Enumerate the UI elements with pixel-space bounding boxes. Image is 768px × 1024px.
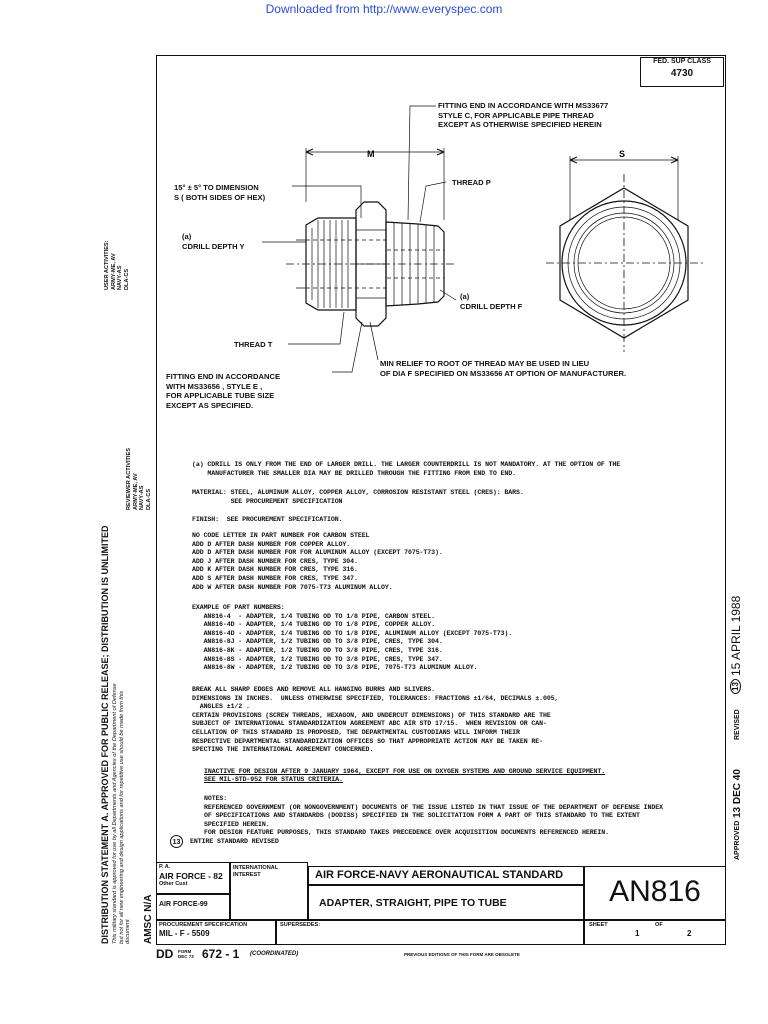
pa-value: AIR FORCE - 82	[159, 871, 223, 881]
side-view	[286, 148, 456, 326]
other-cust-value: AIR FORCE-99	[156, 894, 230, 920]
reviewer-activities: REVIEWER ACTIVITIES ARMY-ME, AV NAVY-AS DLA-CS	[126, 448, 152, 510]
distribution-statement: DISTRIBUTION STATEMENT A. APPROVED FOR PUBLIC RELEASE; DISTRIBUTION IS UNLIMITED	[100, 525, 110, 944]
form-label: FORM DEC 73	[178, 949, 194, 959]
pa-label: P. A.	[159, 864, 171, 870]
download-link[interactable]: Downloaded from http://www.everyspec.com	[265, 2, 503, 16]
revised-date: 15 APRIL 1988	[729, 595, 743, 676]
sheet-cell	[584, 920, 726, 945]
standard-name: AIR FORCE-NAVY AERONAUTICAL STANDARD	[308, 866, 584, 885]
pa-cell	[156, 862, 230, 894]
note-inactive: INACTIVE FOR DESIGN AFTER 9 JANUARY 1964, EXCEPT FOR USE ON OXYGEN SYSTEMS AND GROUND SERVICE EQUIPMENT.	[204, 768, 606, 775]
dd-form-label: DD	[156, 947, 174, 961]
callout-angle: 15° ± 5° TO DIMENSION S ( BOTH SIDES OF HEX)	[174, 183, 266, 202]
note-status-criteria: SEE MIL-STD-952 FOR STATUS CRITERIA.	[204, 776, 343, 783]
note-revised: ENTIRE STANDARD REVISED	[190, 838, 279, 845]
callout-relief: MIN RELIEF TO ROOT OF THREAD MAY BE USED IN LIEU OF DIA F SPECIFIED ON MS33656 AT OPTION OF MANUFACTURER.	[380, 359, 627, 378]
user-activities: USER ACTIVITIES: ARMY-ME, AV NAVY-AS DLA-CS	[104, 240, 130, 290]
end-view	[546, 156, 704, 352]
note-material: MATERIAL: STEEL, ALUMINUM ALLOY, COPPER ALLOY, CORROSION RESISTANT STEEL (CRES): BARS. SEE PROCUREMENT SPECIFICATION	[192, 489, 524, 505]
coordinated-label: (COORDINATED)	[250, 951, 299, 957]
procurement-value: MIL - F - 5509	[159, 929, 210, 938]
sheet-total: 2	[687, 929, 692, 938]
fsc-box	[640, 57, 724, 87]
note-cdrill: (a) CDRILL IS ONLY FROM THE END OF LARGER DRILL. THE LARGER COUNTERDRILL IS NOT MANDATORY. AT THE OPTION OF THE MANUFACTURER THE SMALLER DIA MAY BE DRILLED THROUGH THE FITTING FROM END TO END.	[192, 461, 621, 477]
fsc-value: 4730	[670, 68, 694, 79]
leader-lines	[262, 106, 456, 372]
of-label: OF	[655, 922, 663, 928]
supersedes: SUPERSEDES:	[276, 920, 584, 945]
previous-editions: PREVIOUS EDITIONS OF THIS FORM ARE OBSOLETE	[404, 952, 520, 957]
revision-circle: 13	[170, 835, 183, 848]
callout-thread-t: THREAD T	[234, 340, 273, 349]
sheet-number: 1	[635, 929, 640, 938]
procurement-cell	[156, 920, 276, 945]
note-examples: EXAMPLE OF PART NUMBERS: AN816-4 - ADAPTER, 1/4 TUBING OD TO 1/8 PIPE, CARBON STEEL. AN816-4D - ADAPTER, 1/4 TUBING OD TO 1/8 PIPE, COPPER ALLOY. AN816-4D - ADAPTER, 1/4 TUBING OD TO 1/8 PIPE, ALUMINUM ALLOY (EXCEPT 7075-T73). AN816-8J - ADAPTER, 1/2 TUBING OD TO 3/8 PIPE, CRES, TYPE 304. AN816-8K - ADAPTER, 1/2 TUBING OD TO 3/8 PIPE, CRES, TYPE 316. AN816-8S - ADAPTER, 1/2 TUBING OD TO 3/8 PIPE, CRES, TYPE 347. AN816-8W - ADAPTER, 1/2 TUBING OD TO 3/8 PIPE, 7075-T73 ALUMINUM ALLOY.	[192, 604, 513, 672]
approval-note: This military standard is approved for use by all Departments and Agencies of the Department of Defense but not for all new engineering and design applications and for repetitive use should be made from this document	[112, 683, 131, 944]
amsc-label: AMSC N/A	[143, 894, 154, 944]
fsc-label: FED. SUP CLASS	[653, 58, 711, 65]
form-number: 672 - 1	[202, 947, 240, 961]
other-cust-label: Other Cust	[159, 881, 188, 887]
sheet-label: SHEET	[589, 922, 608, 928]
callout-fitting-end-top: FITTING END IN ACCORDANCE WITH MS33677 STYLE C, FOR APPLICABLE PIPE THREAD EXCEPT AS OTHERWISE SPECIFIED HEREIN	[438, 101, 609, 129]
procurement-label: PROCUREMENT SPECIFICATION	[159, 922, 248, 928]
note-references: NOTES: REFERENCED GOVERNMENT (OR NONGOVERNMENT) DOCUMENTS OF THE ISSUE LISTED IN THAT ISSUE OF THE DEPARTMENT OF DEFENSE INDEX OF SPECIFICATIONS AND STANDARDS (DODISS) SPECIFIED IN THE SOLICITATION FORM A PART OF THIS STANDARD TO THE EXTENT SPECIFIED HEREIN. FOR DESIGN FEATURE PURPOSES, THIS STANDARD TAKES PRECEDENCE OVER ACQUISITION DOCUMENTS REFERENCED HEREIN.	[204, 795, 663, 837]
dim-s-label: S	[619, 149, 626, 159]
callout-cdrill-f: (a) CDRILL DEPTH F	[460, 292, 523, 311]
callout-thread-p: THREAD P	[452, 178, 491, 187]
callout-fitting-end-bottom: FITTING END IN ACCORDANCE WITH MS33656 , STYLE E , FOR APPLICABLE TUBE SIZE EXCEPT AS SPECIFIED.	[166, 372, 281, 410]
callout-cdrill-y: (a) CDRILL DEPTH Y	[182, 232, 245, 251]
note-code-letters: NO CODE LETTER IN PART NUMBER FOR CARBON STEEL ADD D AFTER DASH NUMBER FOR COPPER ALLOY. ADD D AFTER DASH NUMBER FOR FOR ALUMINUM ALLOY (EXCEPT 7075-T73). ADD J AFTER DASH NUMBER FOR CRES, TYPE 304. ADD K AFTER DASH NUMBER FOR CRES, TYPE 316. ADD S AFTER DASH NUMBER FOR CRES, TYPE 347. ADD W AFTER DASH NUMBER FOR 7075-T73 ALUMINUM ALLOY.	[192, 532, 443, 591]
standard-title: ADAPTER, STRAIGHT, PIPE TO TUBE	[308, 885, 584, 920]
part-number: AN816	[584, 866, 726, 920]
revised-label: REVISED	[734, 709, 741, 740]
approved-label: APPROVED	[734, 820, 741, 860]
dim-m-label: M	[367, 149, 375, 159]
approved-date: 13 DEC 40	[732, 769, 743, 818]
note-general: BREAK ALL SHARP EDGES AND REMOVE ALL HANGING BURRS AND SLIVERS. DIMENSIONS IN INCHES. UNLESS OTHERWISE SPECIFIED, TOLERANCES: FRACTIONS ±1/64, DECIMALS ±.005, ANGLES ±1/2 . CERTAIN PROVISIONS (SCREW THREADS, HEXAGON, AND UNDERCUT DIMENSIONS) OF THIS STANDARD ARE THE SUBJECT OF INTERNATIONAL STANDARDIZATION AGREEMENT ABC AIR STD 17/15. WHEN REVISION OR CAN- CELLATION OF THIS STANDARD IS PROPOSED, THE DEPARTMENTAL CUSTODIANS WILL INFORM THEIR RESPECTIVE DEPARTMENTAL STANDARDIZATION OFFICES SO THAT APPROPRIATE ACTION MAY BE TAKEN RE- SPECTING THE INTERNATIONAL AGREEMENT CONCERNED.	[192, 686, 559, 754]
note-finish: FINISH: SEE PROCUREMENT SPECIFICATION.	[192, 516, 343, 523]
international-interest: INTERNATIONAL INTEREST	[230, 862, 308, 920]
revision-mark: 13	[730, 679, 741, 694]
